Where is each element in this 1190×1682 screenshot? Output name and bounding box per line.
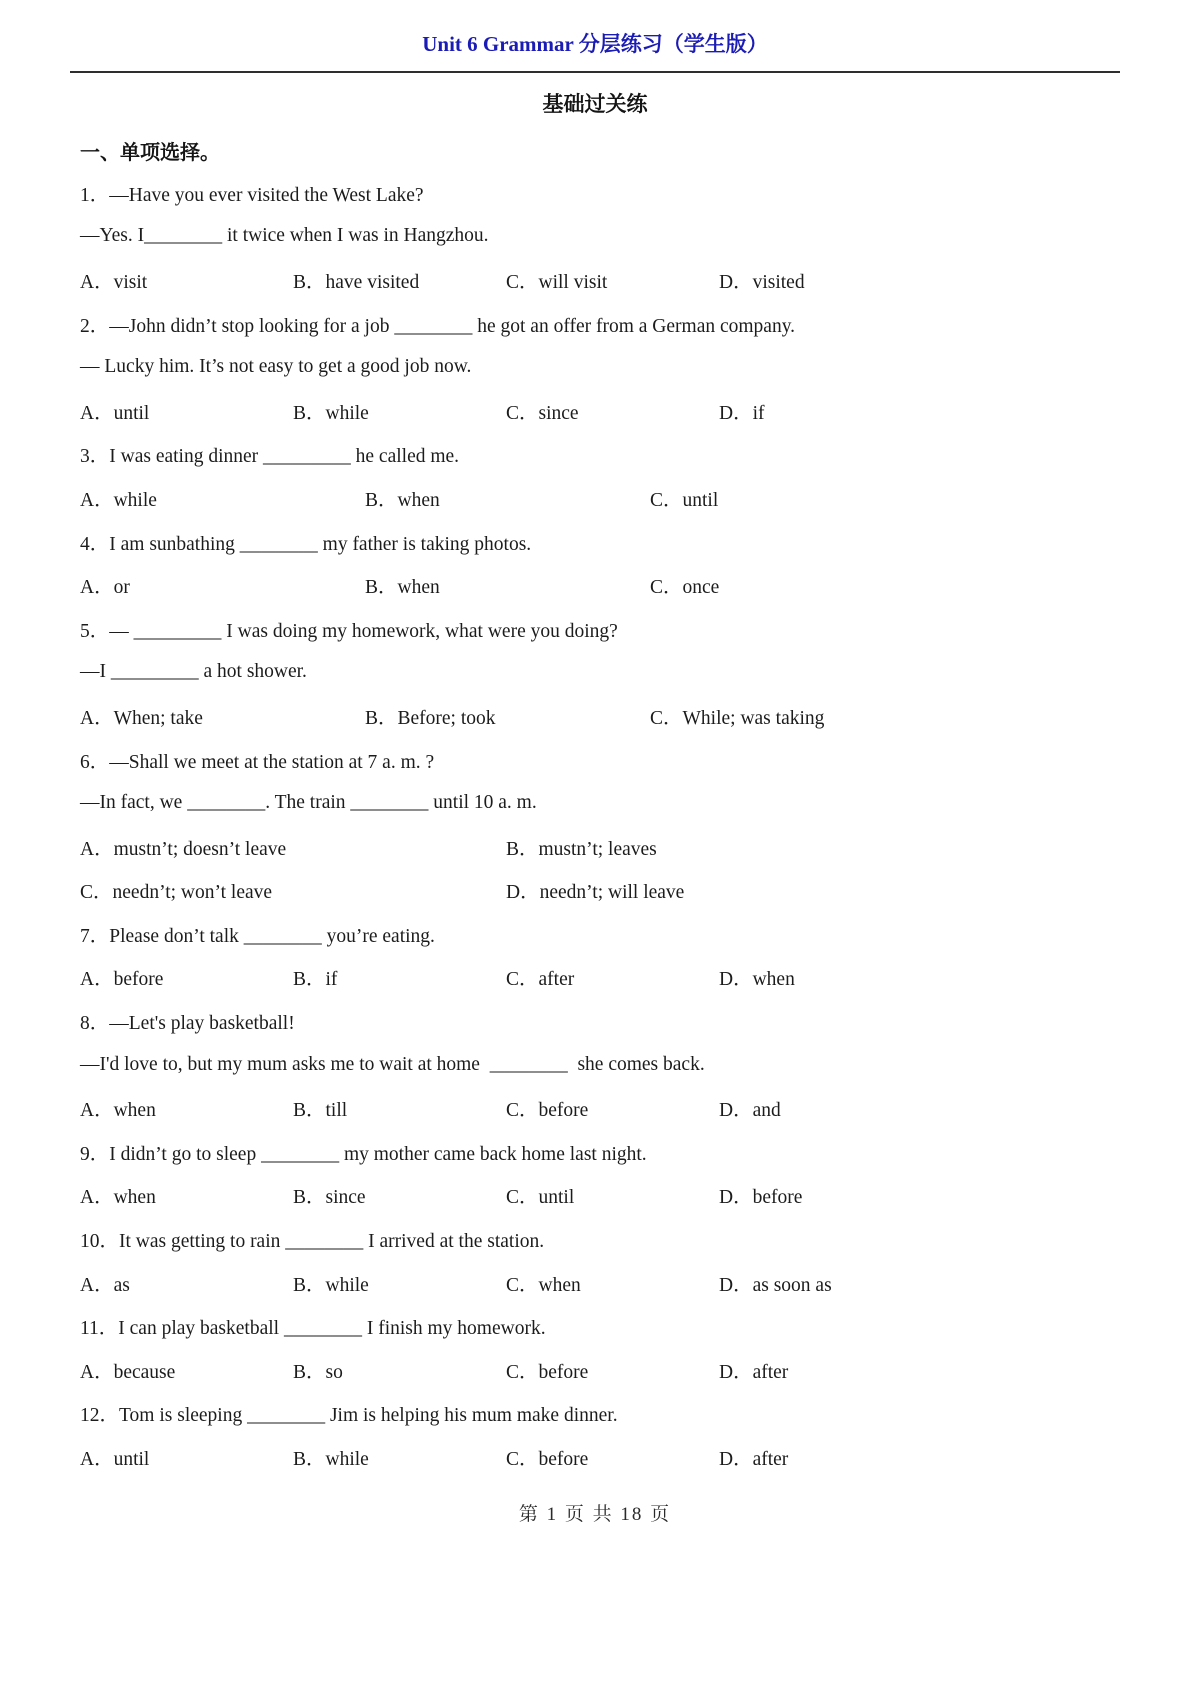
option: B．Before; took xyxy=(365,707,496,729)
question-line: 1．—Have you ever visited the West Lake? xyxy=(80,184,424,206)
option: D．if xyxy=(719,402,765,424)
question-line: 12．Tom is sleeping ________ Jim is helping his mum make dinner. xyxy=(80,1405,618,1427)
question-block xyxy=(80,302,1115,433)
option: B．when xyxy=(365,489,440,511)
option: A．visit xyxy=(80,271,148,293)
document-title: Unit 6 Grammar 分层练习（学生版） xyxy=(422,32,768,56)
option: D．when xyxy=(719,969,795,991)
question-line: 8．—Let's play basketball! xyxy=(80,1013,295,1035)
option-row xyxy=(80,1348,1115,1392)
option: B．have visited xyxy=(293,271,420,293)
question-line: —I'd love to, but my mum asks me to wait at home ________ she comes back. xyxy=(80,1053,705,1075)
option-row xyxy=(80,476,1115,520)
option: A．because xyxy=(80,1361,176,1383)
question-line: —In fact, we ________. The train ________ until 10 a. m. xyxy=(80,792,537,814)
question-block xyxy=(80,1130,1115,1217)
section-title: 基础过关练 xyxy=(542,93,648,116)
option-row xyxy=(80,694,1115,738)
option: C．when xyxy=(506,1274,581,1296)
question-line: 9．I didn’t go to sleep ________ my mother came back home last night. xyxy=(80,1143,647,1165)
option: C．before xyxy=(506,1361,589,1383)
option: A．When; take xyxy=(80,707,203,729)
option: A．until xyxy=(80,1449,150,1471)
option: A．while xyxy=(80,489,157,511)
option-row xyxy=(80,258,1115,302)
option-row xyxy=(80,825,1115,869)
option: B．mustn’t; leaves xyxy=(506,838,657,860)
page-footer: 第 1 页 共 18 页 xyxy=(518,1503,672,1525)
option-row xyxy=(80,389,1115,433)
question-block xyxy=(80,520,1115,607)
option: A．when xyxy=(80,1100,156,1122)
option-row xyxy=(80,563,1115,607)
option: C．after xyxy=(506,969,575,991)
option: D．needn’t; will leave xyxy=(506,882,685,904)
question-line: 10．It was getting to rain ________ I arrived at the station. xyxy=(80,1231,545,1253)
option: A．until xyxy=(80,402,150,424)
option: C．since xyxy=(506,402,579,424)
question-line: 11．I can play basketball ________ I finish my homework. xyxy=(80,1318,546,1340)
option: C．until xyxy=(650,489,719,511)
question-line: 5．— _________ I was doing my homework, what were you doing? xyxy=(80,620,618,642)
question-block xyxy=(80,433,1115,520)
part-title: 一、单项选择。 xyxy=(80,142,220,164)
question-block xyxy=(80,607,1115,738)
option: B．if xyxy=(293,969,338,991)
option: D．visited xyxy=(719,271,805,293)
option: A．mustn’t; doesn’t leave xyxy=(80,838,287,860)
question-line: 7．Please don’t talk ________ you’re eating. xyxy=(80,925,435,947)
question-block xyxy=(80,1217,1115,1304)
option: C．before xyxy=(506,1449,589,1471)
option-row xyxy=(80,1174,1115,1218)
option: C．until xyxy=(506,1187,575,1209)
option: B．while xyxy=(293,1274,369,1296)
option: B．since xyxy=(293,1187,366,1209)
question-block xyxy=(80,1392,1115,1479)
question-block xyxy=(80,999,1115,1130)
question-line: — Lucky him. It’s not easy to get a good job now. xyxy=(80,356,472,378)
option: B．while xyxy=(293,402,369,424)
option: A．or xyxy=(80,577,130,599)
question-line: 6．—Shall we meet at the station at 7 a. m. ? xyxy=(80,751,435,773)
option: C．While; was taking xyxy=(650,707,825,729)
questions-list xyxy=(0,171,1190,1479)
option: B．so xyxy=(293,1361,343,1383)
option: C．once xyxy=(650,577,720,599)
question-line: 4．I am sunbathing ________ my father is taking photos. xyxy=(80,533,532,555)
option: B．when xyxy=(365,577,440,599)
option: B．while xyxy=(293,1449,369,1471)
question-block xyxy=(80,171,1115,302)
question-block xyxy=(80,912,1115,999)
option-row xyxy=(80,1086,1115,1130)
option: C．needn’t; won’t leave xyxy=(80,882,273,904)
option: D．after xyxy=(719,1361,789,1383)
option: A．before xyxy=(80,969,164,991)
question-line: 2．—John didn’t stop looking for a job ________ he got an offer from a German company. xyxy=(80,315,796,337)
option-row xyxy=(80,1261,1115,1305)
question-block xyxy=(80,1304,1115,1391)
option: C．will visit xyxy=(506,271,608,293)
option: D．as soon as xyxy=(719,1274,832,1296)
option: B．till xyxy=(293,1100,348,1122)
option: C．before xyxy=(506,1100,589,1122)
title-divider xyxy=(70,71,1120,73)
question-line: —I _________ a hot shower. xyxy=(80,661,307,683)
question-line: —Yes. I________ it twice when I was in Hangzhou. xyxy=(80,225,489,247)
option-row xyxy=(80,956,1115,1000)
option: D．after xyxy=(719,1449,789,1471)
question-block xyxy=(80,738,1115,912)
option-row xyxy=(80,1435,1115,1479)
option-row xyxy=(80,869,1115,913)
option: D．before xyxy=(719,1187,803,1209)
option: A．when xyxy=(80,1187,156,1209)
option: D．and xyxy=(719,1100,781,1122)
option: A．as xyxy=(80,1274,130,1296)
question-line: 3．I was eating dinner _________ he called me. xyxy=(80,446,460,468)
